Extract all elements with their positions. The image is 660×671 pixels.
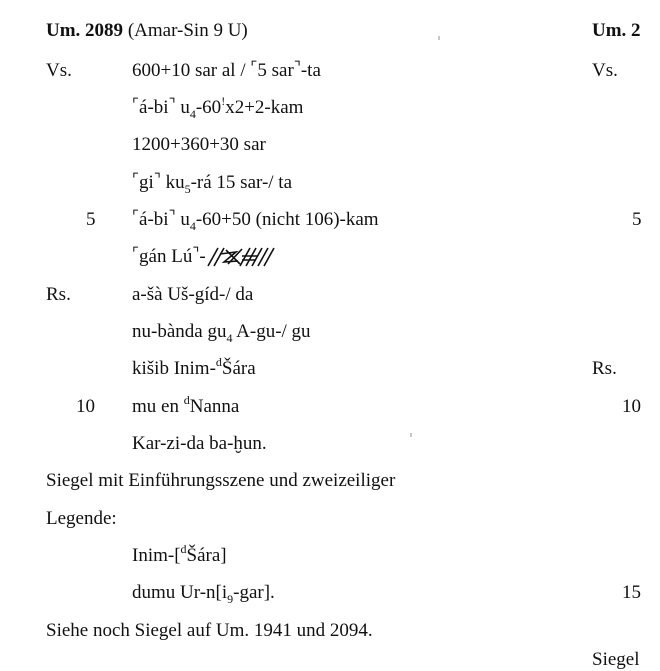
text-seg: -rá 15 sar-/ ta <box>190 172 293 193</box>
half-bracket-close: ⌝ <box>168 209 176 225</box>
text-seg: u <box>175 97 190 118</box>
next-reverse-label: Rs. <box>592 358 617 379</box>
line-1 <box>132 60 321 83</box>
text-seg: á-bi <box>139 97 169 118</box>
text-seg: nu-bànda gu <box>132 321 227 342</box>
line-number-10: 10 <box>76 396 95 417</box>
text-seg: gán Lú <box>139 246 193 267</box>
line-2 <box>132 93 304 121</box>
half-bracket-close: ⌝ <box>192 246 200 262</box>
text-seg: x2+2-kam <box>225 97 304 118</box>
text-seg: mu en <box>132 396 184 417</box>
line-11: Kar-zi-da ba-ḫun. <box>132 433 267 454</box>
half-bracket-close: ⌝ <box>168 97 176 113</box>
tablet-date: (Amar-Sin 9 U) <box>127 20 248 41</box>
text-seg: u <box>175 209 190 230</box>
half-bracket-open: ⌜ <box>250 60 258 76</box>
line-6 <box>132 246 280 269</box>
seal-line-1 <box>132 541 227 567</box>
next-bottom-partial-text: Siegel <box>592 649 640 670</box>
seal-note-1: Siegel mit Einführungsszene und zweizeiliger <box>46 470 396 491</box>
text-seg: -60+50 (nicht 106)-kam <box>195 209 379 230</box>
next-line-number-10: 10 <box>622 396 641 417</box>
text-seg: Inim-[ <box>132 545 181 566</box>
superscript: ! <box>221 93 226 108</box>
line-7: a-šà Uš-gíd-/ da <box>132 284 254 305</box>
text-seg: - <box>199 246 206 267</box>
line-10 <box>132 392 240 418</box>
half-bracket-open: ⌜ <box>132 209 140 225</box>
scan-speck <box>438 36 440 40</box>
text-seg: á-bi <box>139 209 169 230</box>
subscript: 4 <box>226 330 233 345</box>
line-number-5: 5 <box>86 209 96 230</box>
superscript: d <box>215 354 222 369</box>
text-seg: Šára] <box>186 545 227 566</box>
subscript: 4 <box>189 106 196 121</box>
tablet-title <box>46 20 248 42</box>
text-seg: 5 sar <box>257 60 294 81</box>
text-seg: kišib Inim- <box>132 358 216 379</box>
subscript: 4 <box>189 218 196 233</box>
subscript: 9 <box>227 591 234 606</box>
superscript: d <box>183 392 190 407</box>
text-seg: -ta <box>300 60 321 81</box>
line-9 <box>132 354 256 380</box>
half-bracket-close: ⌝ <box>153 172 161 188</box>
obverse-label: Vs. <box>46 60 72 81</box>
superscript: d <box>180 541 187 556</box>
next-obverse-label: Vs. <box>592 60 618 81</box>
half-bracket-open: ⌜ <box>132 246 140 262</box>
text-seg: dumu Ur-n[i <box>132 582 228 603</box>
line-3: 1200+360+30 sar <box>132 134 266 155</box>
seal-line-2 <box>132 582 275 604</box>
damaged-signs-hatching <box>206 246 280 268</box>
text-seg: A-gu-/ gu <box>232 321 311 342</box>
scan-speck <box>410 433 412 437</box>
text-seg: Nanna <box>189 396 240 417</box>
next-line-number-15: 15 <box>622 582 641 603</box>
line-8 <box>132 321 311 343</box>
half-bracket-open: ⌜ <box>132 172 140 188</box>
half-bracket-open: ⌜ <box>132 97 140 113</box>
text-seg: -60 <box>195 97 222 118</box>
seal-reference-note: Siehe noch Siegel auf Um. 1941 und 2094. <box>46 620 373 641</box>
next-tablet-title: Um. 2 <box>592 20 641 41</box>
line-4 <box>132 172 292 195</box>
subscript: 5 <box>184 181 191 196</box>
next-line-number-5: 5 <box>632 209 642 230</box>
line-5 <box>132 209 379 232</box>
text-seg: 600+10 sar al / <box>132 60 251 81</box>
reverse-label: Rs. <box>46 284 71 305</box>
half-bracket-close: ⌝ <box>293 60 301 76</box>
seal-note-2: Legende: <box>46 508 117 529</box>
text-seg: -gar]. <box>233 582 275 603</box>
text-seg: ku <box>160 172 185 193</box>
text-seg: Šára <box>221 358 256 379</box>
tablet-number: Um. 2089 <box>46 20 124 41</box>
text-seg: gi <box>139 172 154 193</box>
